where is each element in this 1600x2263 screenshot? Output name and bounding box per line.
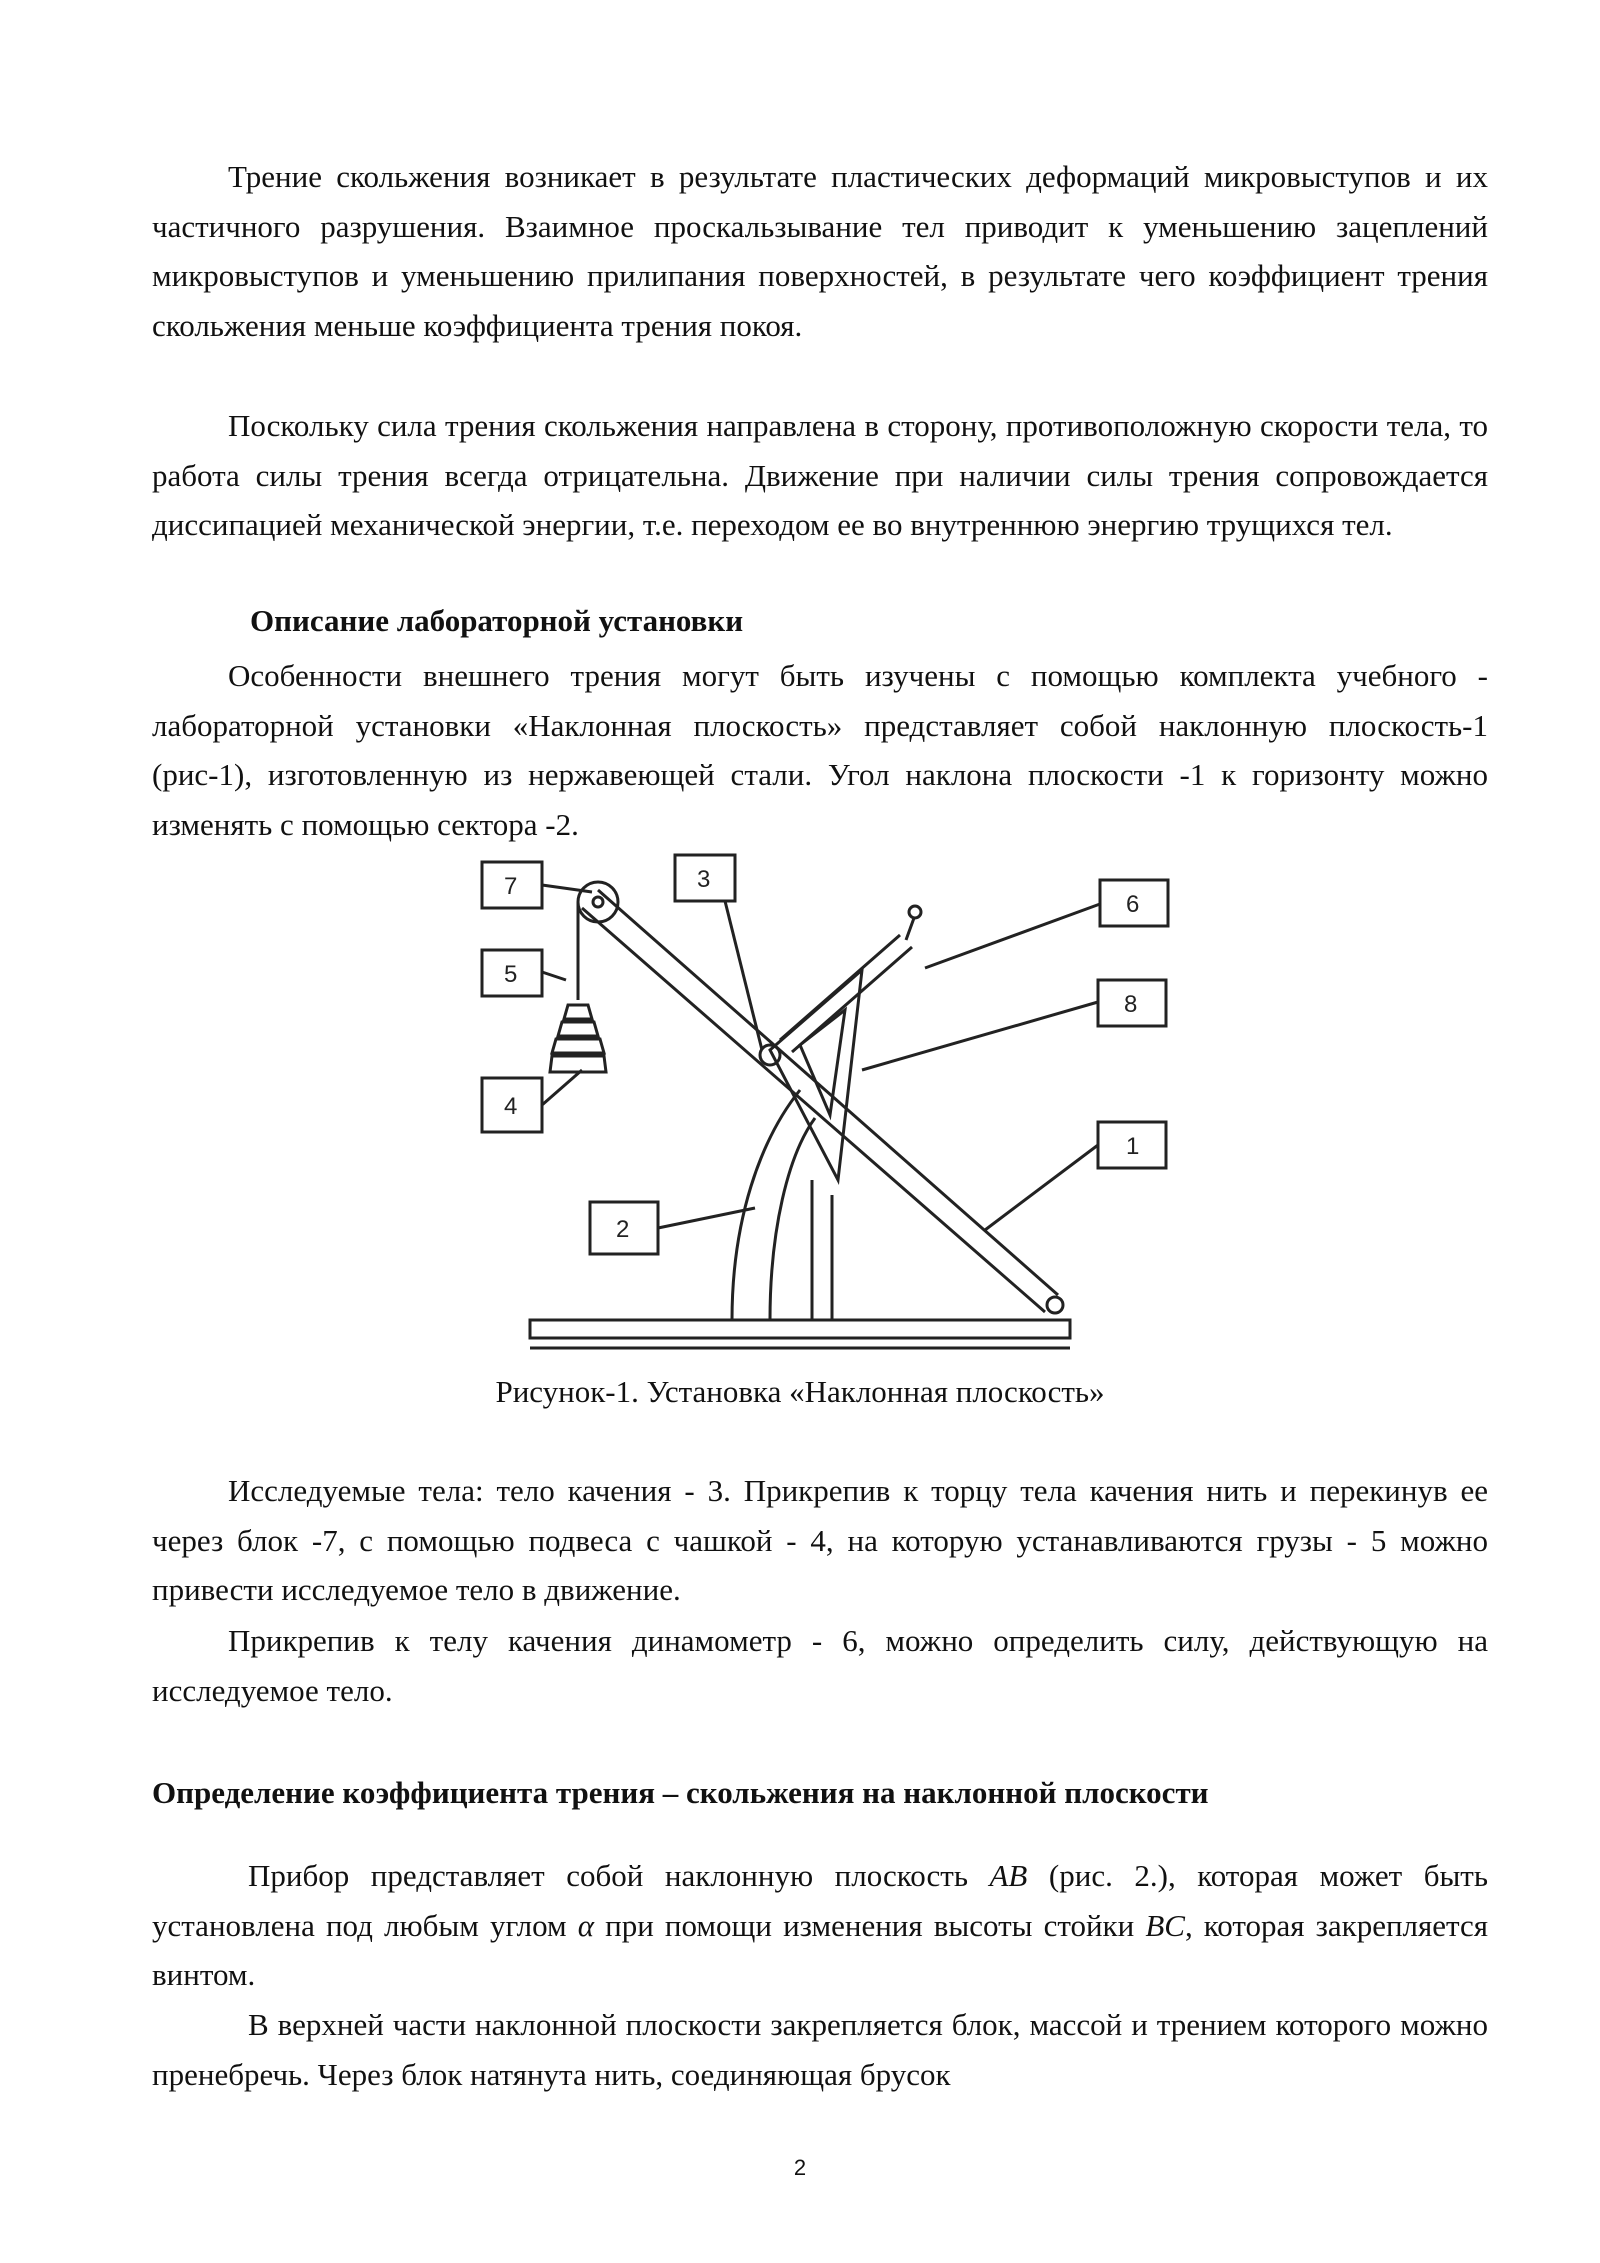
figure-label-8: 8	[1124, 991, 1138, 1018]
variable-ab: AB	[989, 1858, 1028, 1893]
inclined-plane-figure	[470, 850, 1180, 1360]
paragraph-friction-sliding	[152, 152, 1488, 350]
dynamometer-lower	[792, 947, 912, 1052]
paragraph-text: Поскольку сила трения скольжения направлена в сторону, противоположную скорости тела, то работа силы трения всегда отрицательна. Движение при наличии силы трения сопровождается диссипацией механической энергии, т.е. переходом ее во внутреннюю энергию трущихся тел.	[152, 408, 1488, 542]
paragraph-dynamometer	[152, 1616, 1488, 1715]
sector-outer	[732, 1090, 800, 1320]
figure-label-2: 2	[616, 1216, 630, 1243]
paragraph-work-friction	[152, 401, 1488, 550]
paragraph-text: при помощи изменения высоты стойки	[594, 1907, 1146, 1943]
variable-bc: BC	[1145, 1907, 1185, 1943]
hinge-icon	[1047, 1297, 1063, 1313]
figure-label-5: 5	[504, 961, 518, 988]
dynamometer-upper	[780, 935, 900, 1040]
paragraph-text: (рис. 2.), которая может быть установлена под любым углом	[152, 1858, 1488, 1943]
paragraph-setup-description	[152, 651, 1488, 849]
plane-upper-edge	[598, 890, 1058, 1295]
paragraph-pulley	[152, 2000, 1488, 2099]
leader-4	[542, 1070, 582, 1105]
figure-label-1: 1	[1126, 1133, 1140, 1160]
paragraph-device	[152, 1851, 1488, 2000]
variable-alpha: α	[577, 1907, 595, 1943]
page-number: 2	[793, 2155, 807, 2180]
leader-3	[725, 901, 762, 1050]
paragraph-text: , которая закрепляется винтом.	[152, 1907, 1488, 1992]
leader-1	[985, 1145, 1098, 1230]
base-plate	[530, 1320, 1070, 1338]
leader-8	[862, 1002, 1098, 1070]
paragraph-text: В верхней части наклонной плоскости закрепляется блок, массой и трением которого можно пренебречь. Через блок натянута нить, соединяющая брусок	[152, 2007, 1488, 2092]
weights-stack	[550, 1005, 606, 1072]
paragraph-text: Прикрепив к телу качения динамометр - 6, можно определить силу, действующую на исследуемое тело.	[152, 1623, 1488, 1708]
figure-label-7: 7	[504, 873, 518, 900]
section-heading-coefficient: Определение коэффициента трения – скольжения на наклонной плоскости	[152, 1775, 1209, 1810]
sector-inner	[770, 1118, 815, 1320]
dynamometer-hook-icon	[909, 906, 921, 918]
dynamometer-rod	[906, 918, 914, 940]
leader-5	[542, 972, 566, 980]
paragraph-text: Прибор представляет собой наклонную плоскость	[248, 1858, 990, 1893]
pulley-axle-icon	[593, 897, 603, 907]
section-heading-setup: Описание лабораторной установки	[250, 603, 744, 638]
paragraph-text: Особенности внешнего трения могут быть изучены с помощью комплекта учебного - лабораторной установки «Наклонная плоскость» представляет собой наклонную плоскость-1 (рис-1), изготовленную из нержавеющей стали. Угол наклона плоскости -1 к горизонту можно изменять с помощью сектора -2.	[152, 658, 1488, 842]
figure-caption: Рисунок-1. Установка «Наклонная плоскость»	[495, 1374, 1105, 1409]
paragraph-text: Исследуемые тела: тело качения - 3. Прикрепив к торцу тела качения нить и перекинув ее через блок -7, с помощью подвеса с чашкой - 4, на которую устанавливаются грузы - 5 можно привести исследуемое тело в движение.	[152, 1473, 1488, 1607]
paragraph-text: Трение скольжения возникает в результате пластических деформаций микровыступов и их частичного разрушения. Взаимное проскальзывание тел приводит к уменьшению зацеплений микровыступов и уменьшению прилипания поверхностей, в результате чего коэффициент трения скольжения меньше коэффициента трения покоя.	[152, 159, 1488, 343]
figure-label-3: 3	[697, 866, 711, 893]
leader-6	[925, 904, 1100, 968]
paragraph-bodies	[152, 1466, 1488, 1615]
figure-label-4: 4	[504, 1093, 518, 1120]
figure-label-6: 6	[1126, 891, 1140, 918]
